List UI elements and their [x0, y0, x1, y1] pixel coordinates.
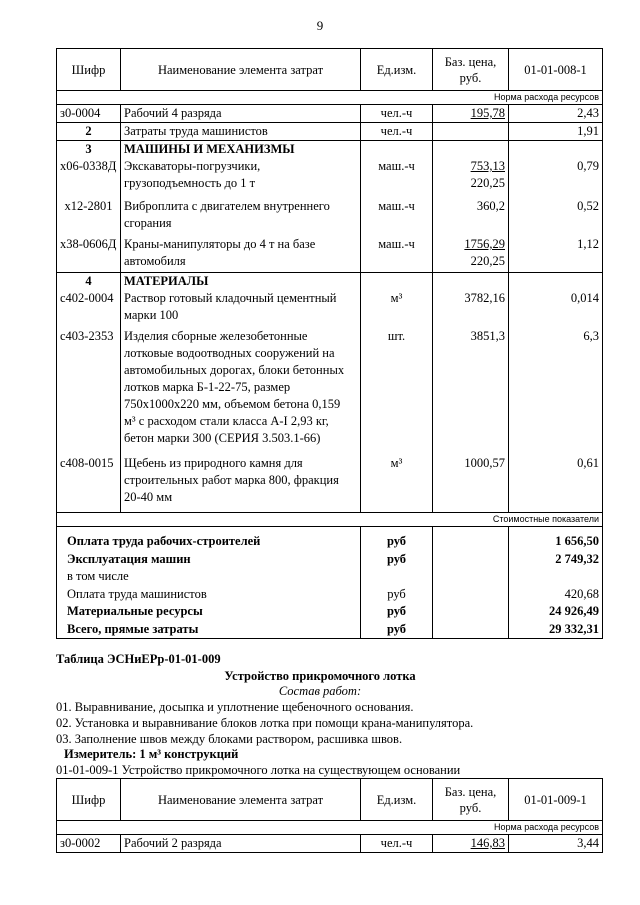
row-name	[121, 198, 361, 236]
cost-name: Всего, прямые затраты	[57, 621, 361, 639]
work-item: 02. Установка и выравнивание блоков лотка при помощи крана-манипулятора.	[56, 716, 474, 730]
row-name-line: Раствор готовый кладочный цементный	[124, 290, 337, 305]
row-value: 3,44	[509, 835, 603, 853]
section-title: МАШИНЫ И МЕХАНИЗМЫ	[121, 141, 361, 159]
row-name-line: автомобиля	[124, 254, 186, 268]
header-unit: Ед.изм.	[361, 779, 433, 821]
row-name	[121, 328, 361, 455]
header-item-code: 01-01-008-1	[509, 49, 603, 91]
resource-table-2	[56, 778, 603, 853]
table-header	[57, 779, 603, 821]
row-price	[433, 123, 509, 141]
row-unit: чел.-ч	[361, 123, 433, 141]
section-title: МАТЕРИАЛЫ	[121, 272, 361, 290]
row-name-line: 750x1000x220 мм, объемом бетона 0,159	[124, 396, 341, 411]
cost-name: в том числе	[57, 568, 361, 586]
row-name-line: строительных работ марка 800, фракция	[124, 472, 339, 487]
cost-unit: руб	[361, 603, 433, 621]
header-price: Баз. цена, руб.	[433, 779, 509, 821]
row-code: х06-0338Д	[57, 158, 121, 198]
cost-value: 2 749,32	[509, 551, 603, 569]
row-unit: м³	[361, 455, 433, 513]
row-name-line: грузоподъемность до 1 т	[124, 176, 256, 190]
cost-name: Оплата труда машинистов	[57, 586, 361, 604]
row-code: с402-0004	[57, 290, 121, 328]
norm-label: Норма расхода ресурсов	[57, 91, 603, 105]
row-name	[121, 290, 361, 328]
row-price: 3851,3	[433, 328, 509, 455]
row-code: з0-0004	[57, 105, 121, 123]
cost-name: Материальные ресурсы	[57, 603, 361, 621]
cost-unit: руб	[361, 533, 433, 551]
row-value: 1,91	[509, 123, 603, 141]
header-price: Баз. цена, руб.	[433, 49, 509, 91]
row-name: Затраты труда машинистов	[121, 123, 361, 141]
row-unit: маш.-ч	[361, 158, 433, 198]
row-unit: маш.-ч	[361, 198, 433, 236]
table-row	[57, 835, 603, 853]
row-price: 1000,57	[433, 455, 509, 513]
cost-row	[57, 586, 603, 604]
table-title: Таблица ЭСНиЕРр-01-01-009	[56, 652, 221, 666]
price-sub: 220,25	[470, 176, 505, 190]
cost-row	[57, 621, 603, 639]
cost-unit: руб	[361, 621, 433, 639]
section-heading-row	[57, 141, 603, 159]
row-name	[121, 236, 361, 272]
cost-value: 1 656,50	[509, 533, 603, 551]
row-name-line: 20-40 мм	[124, 489, 173, 504]
row-unit: м³	[361, 290, 433, 328]
norm-row	[57, 821, 603, 835]
cost-name: Эксплуатация машин	[57, 551, 361, 569]
table-row	[57, 236, 603, 272]
row-name-line: лотковые водоотводных сооружений на	[124, 345, 335, 360]
row-code: з0-0002	[57, 835, 121, 853]
norm-label: Норма расхода ресурсов	[57, 821, 603, 835]
row-value: 0,014	[509, 290, 603, 328]
resource-table-1	[56, 48, 603, 639]
price-main: 1756,29	[464, 237, 505, 251]
work-item: 01. Выравнивание, досыпка и уплотнение щебеночного основания.	[56, 700, 414, 714]
cost-unit: руб	[361, 551, 433, 569]
header-unit: Ед.изм.	[361, 49, 433, 91]
row-code: х38-0606Д	[57, 236, 121, 272]
row-name	[121, 158, 361, 198]
row-name-line: Экскаваторы-погрузчики,	[124, 159, 261, 173]
section-number: 4	[57, 272, 121, 290]
row-name: Рабочий 2 разряда	[121, 835, 361, 853]
page-number: 9	[316, 18, 324, 33]
cost-row	[57, 568, 603, 586]
row-price: 195,78	[433, 105, 509, 123]
row-name-line: бетон марки 300 (СЕРИЯ 3.503.1-66)	[124, 430, 321, 445]
row-value: 6,3	[509, 328, 603, 455]
cost-unit	[361, 568, 433, 586]
row-name-line: марки 100	[124, 307, 179, 322]
row-name-line: сгорания	[124, 216, 172, 230]
row-price	[433, 236, 509, 272]
row-code: с403-2353	[57, 328, 121, 455]
row-price: 360,2	[433, 198, 509, 236]
row-value: 1,12	[509, 236, 603, 272]
cost-value: 29 332,31	[509, 621, 603, 639]
works-title: Состав работ:	[278, 684, 362, 698]
row-code: с408-0015	[57, 455, 121, 513]
cost-unit: руб	[361, 586, 433, 604]
cost-value	[509, 568, 603, 586]
row-unit: чел.-ч	[361, 835, 433, 853]
table-header	[57, 49, 603, 91]
cost-row	[57, 551, 603, 569]
row-name: Рабочий 4 разряда	[121, 105, 361, 123]
row-value: 2,43	[509, 105, 603, 123]
table-row	[57, 455, 603, 513]
row-price: 146,83	[433, 835, 509, 853]
table-row	[57, 123, 603, 141]
cost-row	[57, 533, 603, 551]
header-name: Наименование элемента затрат	[121, 49, 361, 91]
section-heading-row	[57, 272, 603, 290]
table-row	[57, 158, 603, 198]
header-code: Шифр	[57, 779, 121, 821]
header-name: Наименование элемента затрат	[121, 779, 361, 821]
row-unit: чел.-ч	[361, 105, 433, 123]
cost-row	[57, 603, 603, 621]
cost-value: 420,68	[509, 586, 603, 604]
row-unit: шт.	[361, 328, 433, 455]
row-value: 0,61	[509, 455, 603, 513]
table-row	[57, 105, 603, 123]
norm-row	[57, 91, 603, 105]
section-number: 3	[57, 141, 121, 159]
row-name-line: лотков марка Б-1-22-75, размер	[124, 379, 291, 394]
header-code: Шифр	[57, 49, 121, 91]
row-price	[433, 158, 509, 198]
header-item-code: 01-01-009-1	[509, 779, 603, 821]
row-unit: маш.-ч	[361, 236, 433, 272]
row-name-line: Виброплита с двигателем внутреннего	[124, 199, 330, 213]
row-name-line: Краны-манипуляторы до 4 т на базе	[124, 237, 316, 251]
measure-label: Измеритель: 1 м³ конструкций	[64, 747, 239, 761]
cost-value: 24 926,49	[509, 603, 603, 621]
row-name-line: автомобильных дорогах, блоки бетонных	[124, 362, 345, 377]
row-name-line: Изделия сборные железобетонные	[124, 328, 308, 343]
table-row	[57, 328, 603, 455]
row-name-line: Щебень из природного камня для	[124, 455, 303, 470]
cost-label: Стоимостные показатели	[57, 513, 603, 527]
row-price: 3782,16	[433, 290, 509, 328]
row-name-line: м³ с расходом стали класса А-I 2,93 кг,	[124, 413, 329, 428]
row-name	[121, 455, 361, 513]
item-description: 01-01-009-1 Устройство прикромочного лотка на существующем основании	[56, 763, 461, 777]
price-sub: 220,25	[470, 254, 505, 268]
row-value: 0,79	[509, 158, 603, 198]
row-value: 0,52	[509, 198, 603, 236]
work-item: 03. Заполнение швов между блоками раствором, расшивка швов.	[56, 732, 403, 746]
cost-header-row	[57, 513, 603, 527]
row-code: х12-2801	[57, 198, 121, 236]
section-subtitle: Устройство прикромочного лотка	[224, 669, 416, 683]
table-row	[57, 198, 603, 236]
cost-name: Оплата труда рабочих-строителей	[57, 533, 361, 551]
price-main: 753,13	[470, 159, 505, 173]
table-row	[57, 290, 603, 328]
row-code: 2	[57, 123, 121, 141]
